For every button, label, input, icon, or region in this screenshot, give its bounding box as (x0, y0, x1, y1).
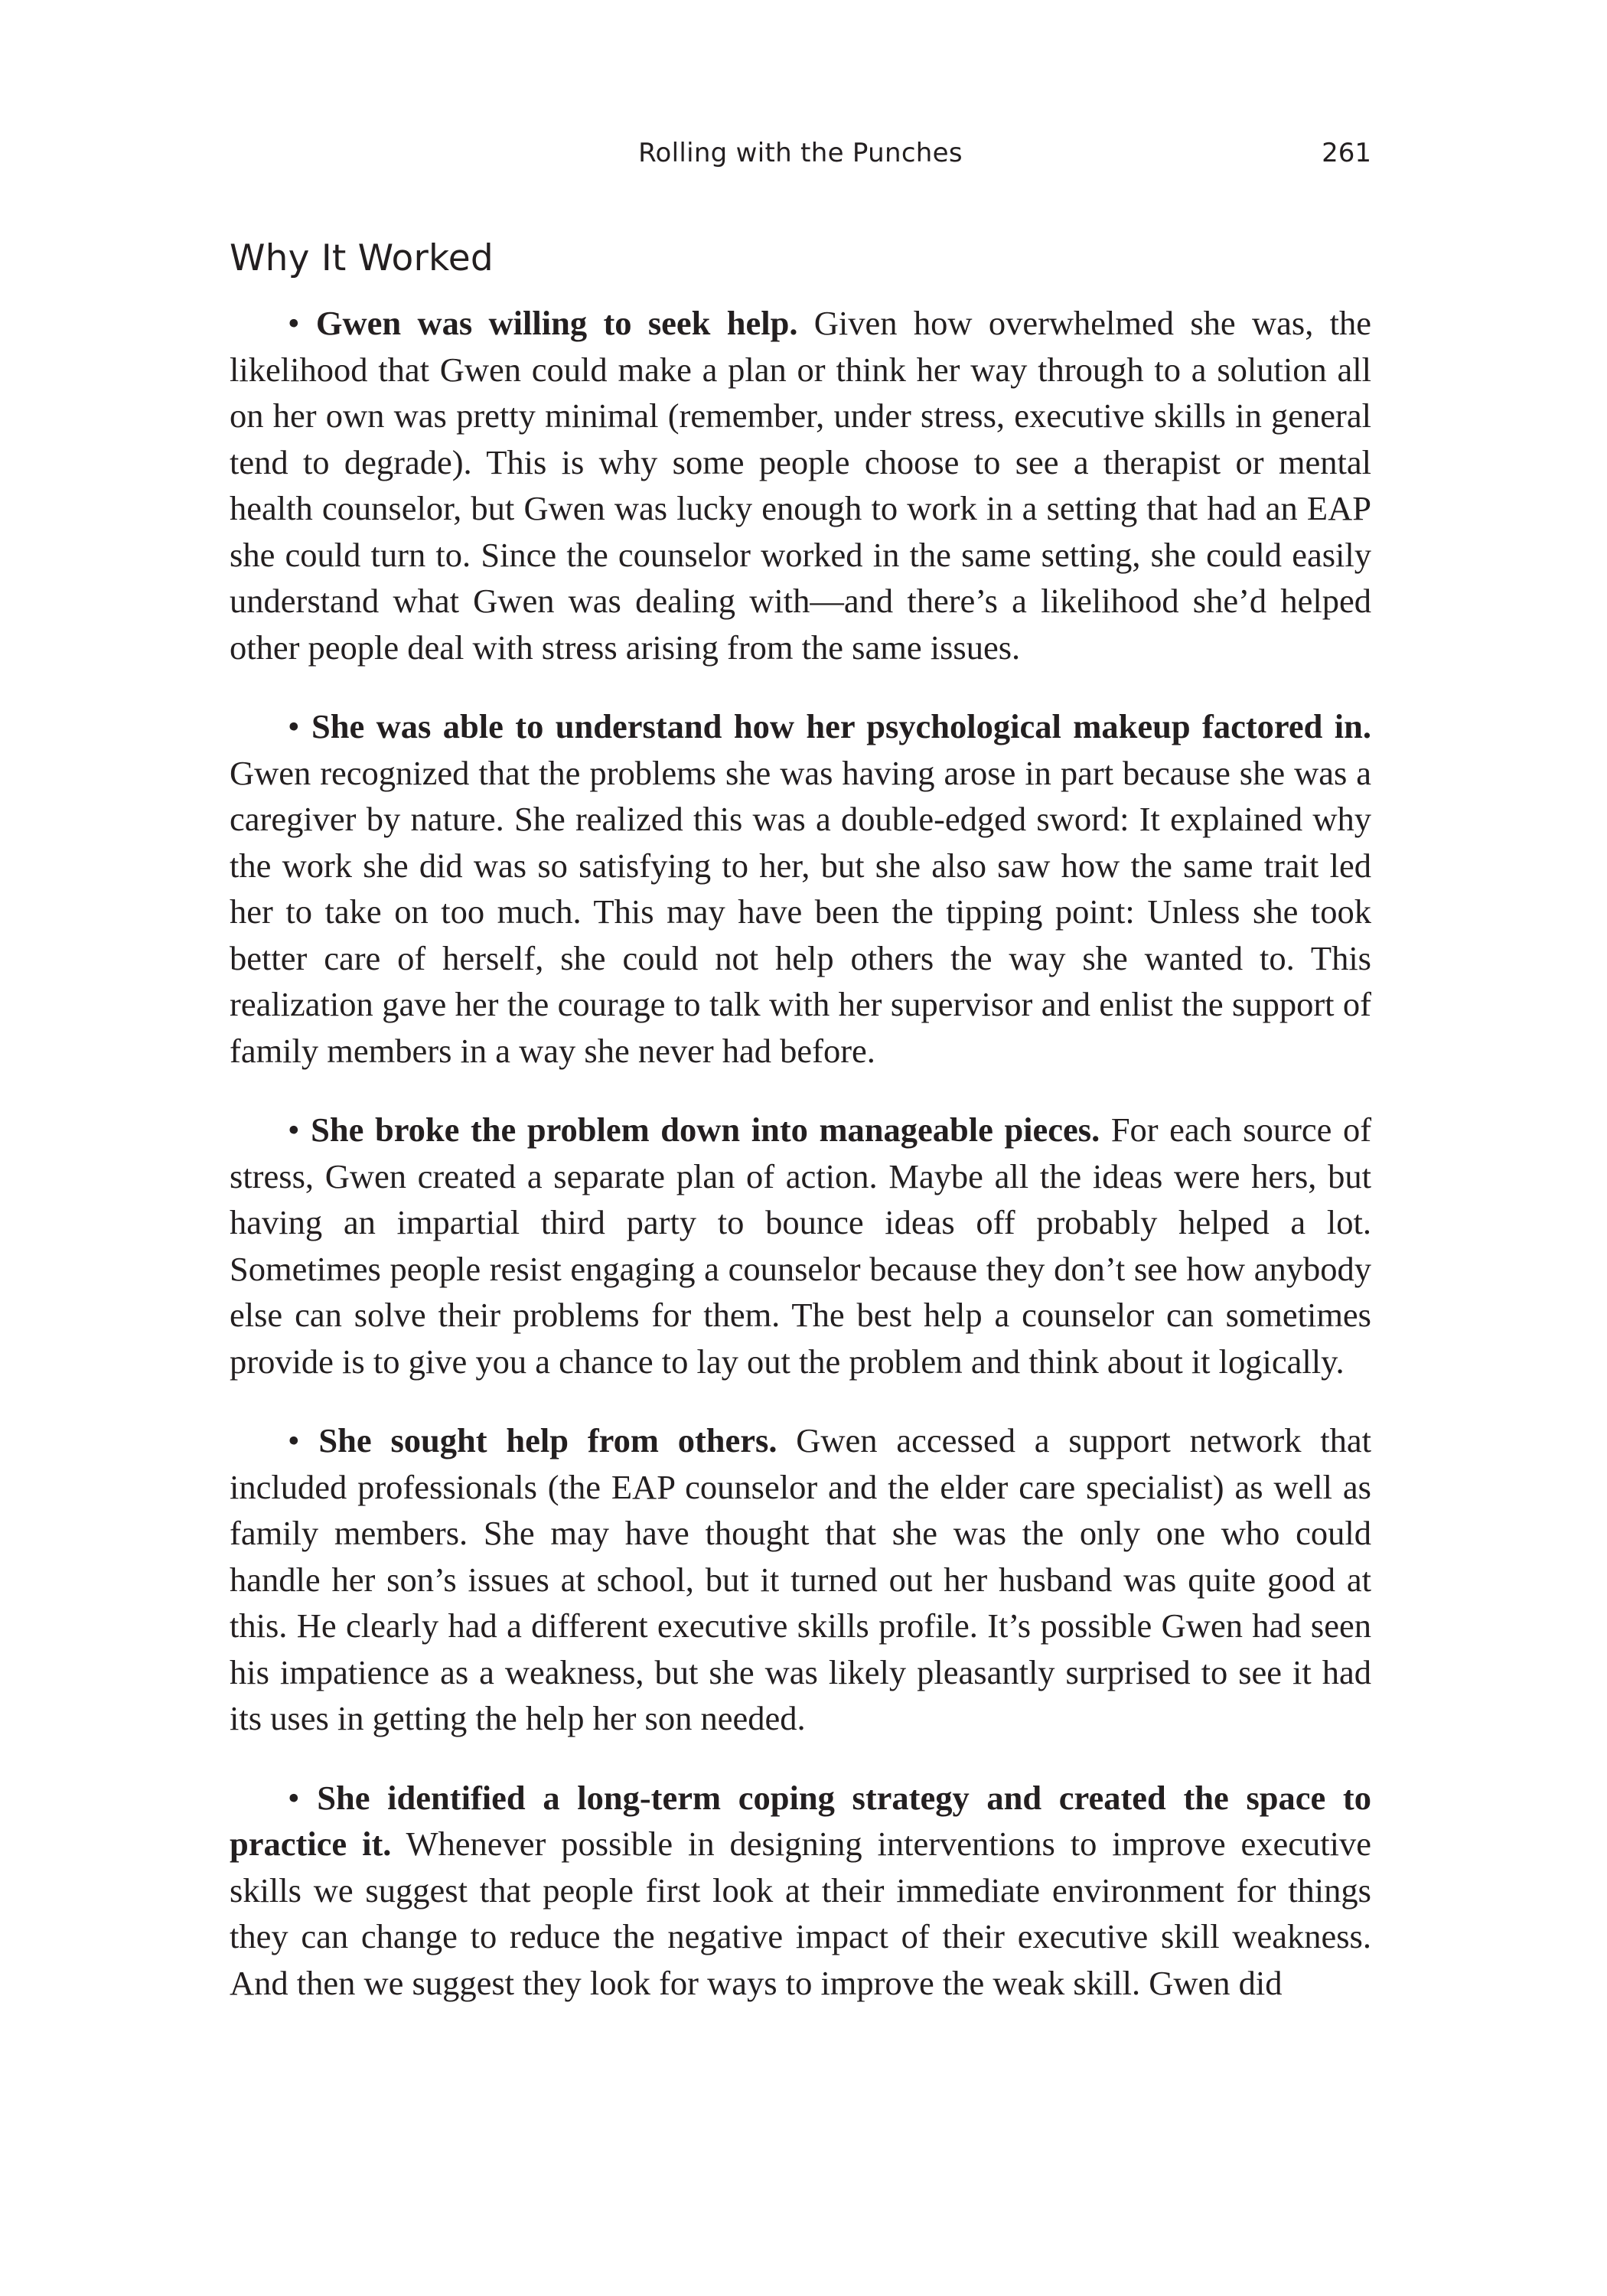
bullet-icon: • (288, 304, 300, 342)
paragraph-text: Given how overwhelmed she was, the likelihood that Gwen could make a plan or think her way through to a solution all on her own was pretty minimal (remember, under stress, executive skills in general tend to degrade). This is why some people choose to see a therapist or mental health counselor, but Gwen was lucky enough to work in a setting that had an EAP she could turn to. Since the counselor worked in the same setting, she could easily understand what Gwen was dealing with—and there’s a likelihood she’d helped other people deal with stress arising from the same issues. (230, 304, 1372, 667)
bullet-icon: • (288, 707, 300, 745)
bullet-paragraph (230, 1107, 1371, 1384)
bullet-paragraph (230, 1775, 1371, 2007)
bullet-icon: • (288, 1778, 300, 1817)
bullet-icon: • (288, 1110, 300, 1149)
paragraph-lead: She sought help from others. (318, 1421, 777, 1459)
paragraph-text: Gwen accessed a support network that included professionals (the EAP counselor and the elder care specialist) as well as family members. She may have thought that she was the only one who could handle her son’s issues at school, but it turned out her husband was quite good at this. He clearly had a different executive skills profile. It’s possible Gwen had seen his impatience as a weakness, but she was likely pleasantly surprised to see it had its uses in getting the help her son needed. (230, 1421, 1372, 1737)
paragraph-lead: She was able to understand how her psychological makeup factored in. (311, 707, 1372, 745)
bullet-paragraph (230, 1417, 1371, 1742)
body-text (230, 300, 1371, 2039)
page-number: 261 (1322, 138, 1371, 168)
bullet-icon: • (288, 1421, 300, 1459)
paragraph-lead: She identified a long-term coping strategy and created the space to practice it. (230, 1778, 1372, 1863)
paragraph-text: Whenever possible in designing interventions to improve executive skills we suggest that people first look at their immediate environment for things they can change to reduce the negative impact of their executive skill weakness. And then we suggest they look for ways to improve the weak skill. Gwen did (230, 1825, 1371, 2002)
section-heading: Why It Worked (230, 237, 494, 279)
bullet-paragraph (230, 703, 1371, 1074)
running-head (230, 132, 1371, 174)
paragraph-lead: She broke the problem down into manageable pieces. (311, 1110, 1100, 1149)
running-head-title: Rolling with the Punches (638, 138, 963, 168)
bullet-paragraph (230, 300, 1371, 670)
paragraph-lead: Gwen was willing to seek help. (315, 304, 798, 342)
paragraph-text: For each source of stress, Gwen created a separate plan of action. Maybe all the ideas were hers, but having an impartial third party to bounce ideas off probably helped a lot. Sometimes people resist engaging a counselor because they don’t see how anybody else can solve their problems for them. The best help a counselor can sometimes provide is to give you a chance to lay out the problem and think about it logically. (230, 1110, 1372, 1381)
paragraph-text: Gwen recognized that the problems she was having arose in part because she was a caregiver by nature. She realized this was a double-edged sword: It explained why the work she did was so satisfying to her, but she also saw how the same trait led her to take on too much. This may have been the tipping point: Unless she took better care of herself, she could not help others the way she wanted to. This realization gave her the courage to talk with her supervisor and enlist the support of family members in a way she never had before. (230, 753, 1371, 1070)
